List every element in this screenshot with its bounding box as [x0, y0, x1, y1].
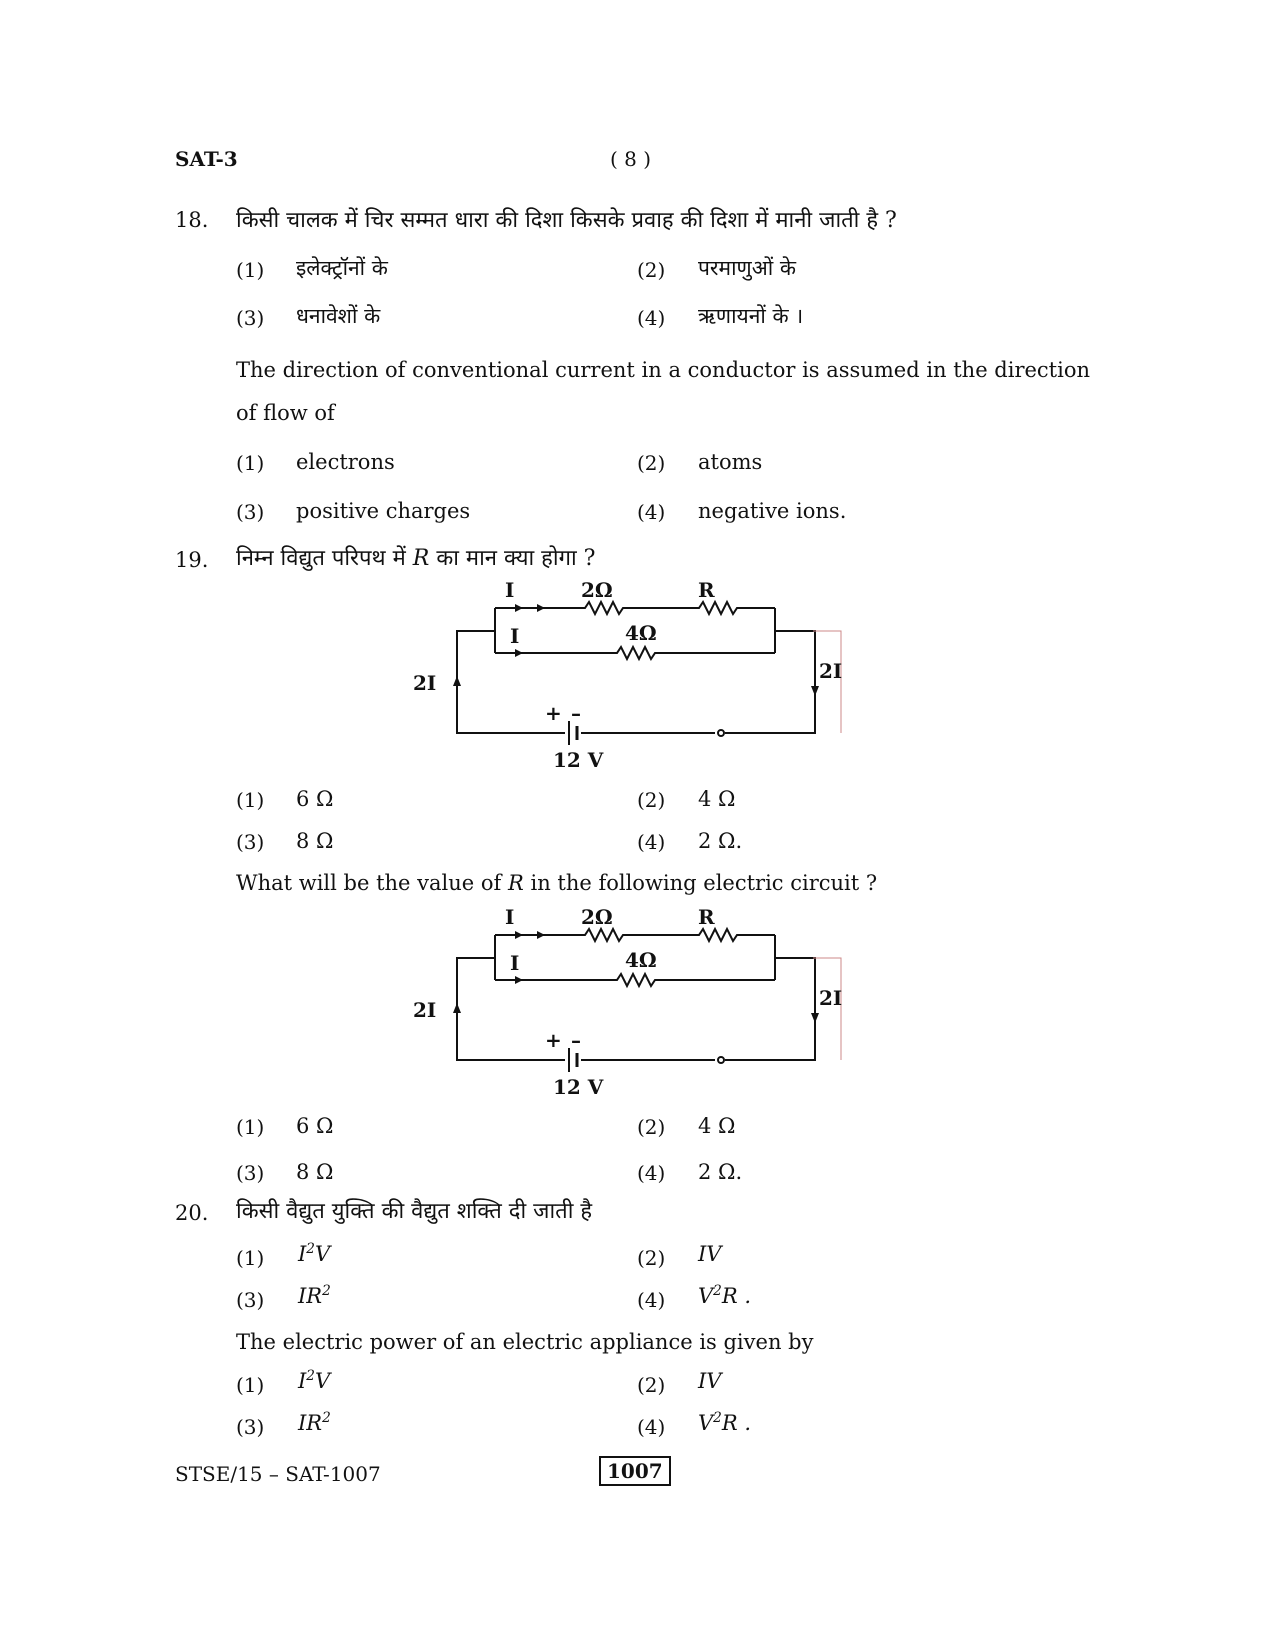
- q19-b-opt3: 8 Ω: [296, 1160, 334, 1184]
- q18-e-opt2: atoms: [698, 450, 763, 474]
- label-top-current: I: [505, 905, 515, 929]
- arrow-down-right-icon: [811, 1013, 819, 1023]
- arrow-right-top-icon: [515, 604, 523, 612]
- switch-key-icon: [718, 730, 724, 736]
- q19-b-opt2-num: (2): [637, 1115, 666, 1139]
- label-right-current: 2I: [819, 986, 843, 1010]
- q18-number: 18.: [175, 208, 209, 232]
- label-plus: +: [545, 701, 562, 725]
- label-r2: 4Ω: [625, 621, 657, 645]
- q19-a-opt3: 8 Ω: [296, 829, 334, 853]
- q18-h-opt3-num: (3): [236, 306, 265, 330]
- wire-right-loop: [725, 958, 815, 1060]
- q19-a-opt3-num: (3): [236, 830, 265, 854]
- label-left-current: 2I: [413, 671, 437, 695]
- q20-hindi-text: किसी वैद्युत युक्ति की वैद्युत शक्ति दी जाती है: [236, 1199, 593, 1224]
- q18-h-opt3: धनावेशों के: [296, 304, 381, 328]
- q18-e-opt1-num: (1): [236, 451, 265, 475]
- wire-bottom: [457, 1055, 715, 1060]
- arrow-up-left-icon: [453, 676, 461, 686]
- arrow-right-top2-icon: [537, 604, 545, 612]
- arrow-right-top-icon: [515, 931, 523, 939]
- wire-branch-mid: [495, 974, 775, 986]
- label-plus: +: [545, 1028, 562, 1052]
- q19-english-text: What will be the value of R in the following electric circuit ?: [236, 871, 878, 895]
- q18-h-opt1-num: (1): [236, 258, 265, 282]
- q18-hindi-text: किसी चालक में चिर सम्मत धारा की दिशा किसके प्रवाह की दिशा में मानी जाती है ?: [236, 208, 897, 233]
- q18-e-opt2-num: (2): [637, 451, 666, 475]
- q18-e-opt4: negative ions.: [698, 499, 847, 523]
- circuit-diagram-english: [405, 905, 855, 1105]
- q19-b-opt2: 4 Ω: [698, 1114, 736, 1138]
- q18-english-line2: of flow of: [236, 401, 335, 425]
- wire-left-loop: [457, 631, 495, 728]
- q20-a-opt3-num: (3): [236, 1288, 265, 1312]
- q19-number: 19.: [175, 548, 209, 572]
- wire-right-loop: [725, 631, 815, 733]
- label-mid-current: I: [510, 951, 520, 975]
- q18-e-opt4-num: (4): [637, 500, 666, 524]
- q19-a-opt2: 4 Ω: [698, 787, 736, 811]
- arrow-right-mid-icon: [515, 649, 523, 657]
- q19-a-opt4: 2 Ω.: [698, 829, 743, 853]
- footer-code: STSE/15 – SAT-1007: [175, 1462, 381, 1486]
- q18-h-opt4-num: (4): [637, 306, 666, 330]
- label-battery: 12 V: [553, 748, 604, 772]
- arrow-right-top2-icon: [537, 931, 545, 939]
- q20-a-opt1: $I^2V$: [298, 1241, 331, 1266]
- q18-h-opt2: परमाणुओं के: [698, 256, 796, 280]
- q20-a-opt4-num: (4): [637, 1288, 666, 1312]
- arrow-down-right-icon: [811, 686, 819, 696]
- q20-a-opt4: $V^2R$ .: [698, 1283, 752, 1308]
- label-r2: 4Ω: [625, 948, 657, 972]
- q20-a-opt1-num: (1): [236, 1246, 265, 1270]
- label-r-unknown: R: [698, 905, 715, 929]
- q19-b-opt4-num: (4): [637, 1161, 666, 1185]
- q18-e-opt3: positive charges: [296, 499, 471, 523]
- switch-key-icon: [718, 1057, 724, 1063]
- label-left-current: 2I: [413, 998, 437, 1022]
- q18-h-opt4: ऋणायनों के ।: [698, 304, 804, 328]
- q19-b-opt4: 2 Ω.: [698, 1160, 743, 1184]
- q19-a-opt2-num: (2): [637, 788, 666, 812]
- q20-a-opt3: $IR^2$: [298, 1283, 331, 1308]
- q19-a-opt4-num: (4): [637, 830, 666, 854]
- q20-b-opt1: $I^2V$: [298, 1368, 331, 1393]
- q20-a-opt2-num: (2): [637, 1246, 666, 1270]
- q18-english-line1: The direction of conventional current in a conductor is assumed in the direction: [236, 358, 1091, 382]
- q18-e-opt3-num: (3): [236, 500, 265, 524]
- q20-english-text: The electric power of an electric appliance is given by: [236, 1330, 814, 1354]
- q19-hindi-text: निम्न विद्युत परिपथ में R का मान क्या होगा ?: [236, 546, 596, 571]
- arrow-up-left-icon: [453, 1003, 461, 1013]
- footer-box-code: 1007: [599, 1456, 671, 1486]
- q20-b-opt4: $V^2R$ .: [698, 1410, 752, 1435]
- q20-a-opt2: IV: [698, 1242, 722, 1266]
- q18-h-opt2-num: (2): [637, 258, 666, 282]
- circuit-diagram-hindi: [405, 578, 855, 778]
- q20-b-opt3-num: (3): [236, 1415, 265, 1439]
- q20-b-opt1-num: (1): [236, 1373, 265, 1397]
- label-mid-current: I: [510, 624, 520, 648]
- label-top-current: I: [505, 578, 515, 602]
- wire-left-loop: [457, 958, 495, 1055]
- arrow-right-mid-icon: [515, 976, 523, 984]
- q19-a-opt1-num: (1): [236, 788, 265, 812]
- label-minus: –: [571, 1028, 581, 1052]
- q18-e-opt1: electrons: [296, 450, 395, 474]
- page-number: ( 8 ): [610, 147, 652, 171]
- label-r-unknown: R: [698, 578, 715, 602]
- label-r1: 2Ω: [581, 905, 613, 929]
- q20-b-opt2: IV: [698, 1369, 722, 1393]
- q19-b-opt1-num: (1): [236, 1115, 265, 1139]
- wire-branch-mid: [495, 647, 775, 659]
- wire-bottom: [457, 728, 715, 733]
- q20-b-opt2-num: (2): [637, 1373, 666, 1397]
- q19-a-opt1: 6 Ω: [296, 787, 334, 811]
- q19-b-opt1: 6 Ω: [296, 1114, 334, 1138]
- q20-b-opt4-num: (4): [637, 1415, 666, 1439]
- label-minus: –: [571, 701, 581, 725]
- paper-code: SAT-3: [175, 147, 238, 171]
- label-battery: 12 V: [553, 1075, 604, 1099]
- q19-b-opt3-num: (3): [236, 1161, 265, 1185]
- q20-b-opt3: $IR^2$: [298, 1410, 331, 1435]
- label-r1: 2Ω: [581, 578, 613, 602]
- q18-h-opt1: इलेक्ट्रॉनों के: [296, 256, 388, 280]
- label-right-current: 2I: [819, 659, 843, 683]
- q20-number: 20.: [175, 1201, 209, 1225]
